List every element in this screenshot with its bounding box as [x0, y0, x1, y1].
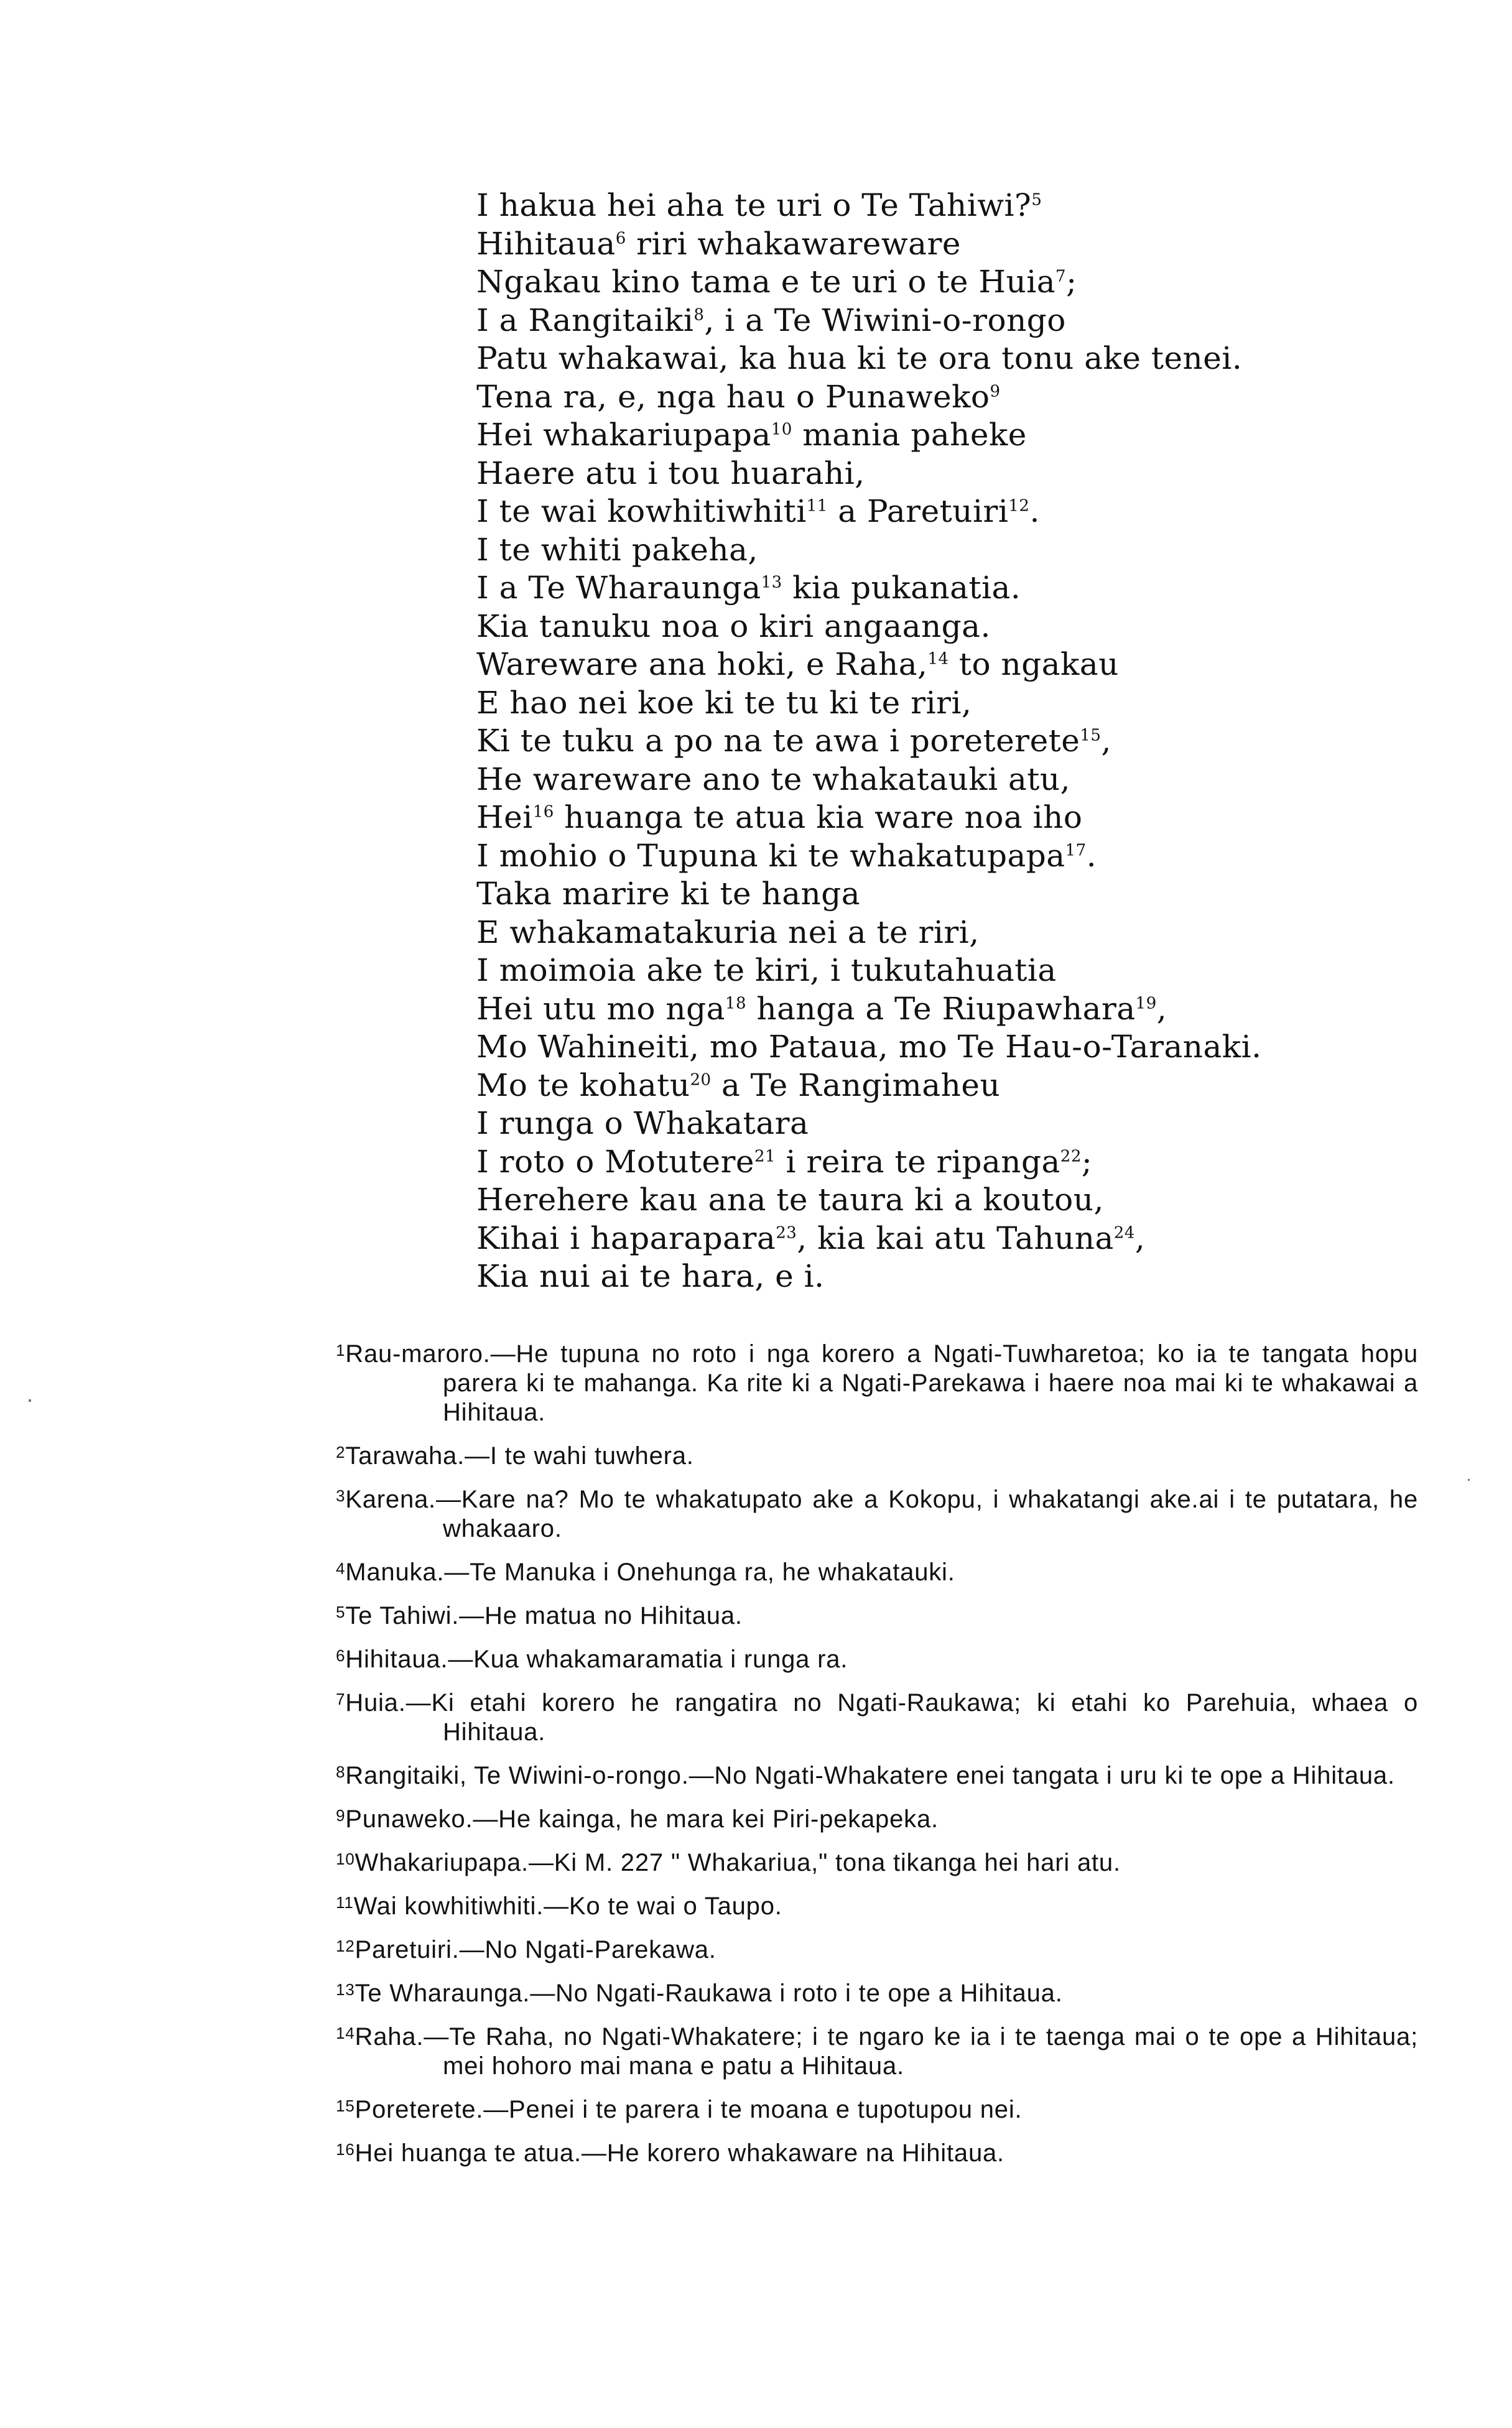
- footnote-body: [336, 1975, 1418, 2008]
- footnote-reference: 22: [1060, 1146, 1082, 1165]
- footnote-body: [336, 1845, 1418, 1878]
- poem-line: [476, 837, 1378, 876]
- footnote: [336, 1438, 1418, 1471]
- poem-text-segment: .: [1029, 493, 1040, 529]
- poem-text-segment: I mohio o Tupuna ki te whakatupapa: [476, 837, 1065, 874]
- footnote-text: Hihitaua.—Kua whakamaramatia i runga ra.: [345, 1646, 848, 1673]
- footnote-reference: 17: [1065, 840, 1087, 860]
- footnote-reference: 8: [693, 305, 705, 324]
- poem-line: [476, 608, 1378, 646]
- footnote-body: [336, 1554, 1418, 1587]
- poem-text-segment: a Paretuiri: [827, 493, 1009, 529]
- poem-text-segment: , kia kai atu Tahuna: [797, 1220, 1114, 1256]
- footnote-text: Karena.—Kare na? Mo te whakatupato ake a Kokopu, i whakatangi ake.ai i te putatara, he whakaaro.: [345, 1486, 1418, 1542]
- footnote-body: [336, 1801, 1418, 1834]
- footnote-body: [336, 1932, 1418, 1965]
- footnote-body: [336, 1438, 1418, 1471]
- poem-line: [476, 455, 1378, 493]
- footnote-text: Rangitaiki, Te Wiwini-o-rongo.—No Ngati-Whakatere enei tangata i uru ki te ope a Hihitaua.: [345, 1762, 1395, 1789]
- footnote-number: 5: [336, 1603, 346, 1621]
- poem-line: [476, 990, 1378, 1029]
- poem-text-segment: Taka marire ki te hanga: [476, 876, 861, 912]
- footnote: [336, 1975, 1418, 2008]
- poem-line: [476, 952, 1378, 990]
- poem-text-segment: I hakua hei aha te uri o Te Tahiwi?: [476, 187, 1032, 223]
- poem-line: [476, 187, 1378, 225]
- footnote-text: Wai kowhitiwhiti.—Ko te wai o Taupo.: [353, 1893, 782, 1920]
- poem-line: [476, 799, 1378, 837]
- poem-text-segment: E whakamatakuria nei a te riri,: [476, 914, 980, 950]
- footnote-number: 1: [336, 1341, 346, 1360]
- footnote-body: [336, 1336, 1418, 1427]
- footnote-body: [336, 1481, 1418, 1544]
- poem-line: [476, 1028, 1378, 1067]
- poem-text-segment: Wareware ana hoki, e Raha,: [476, 646, 928, 682]
- poem-line: [476, 263, 1378, 302]
- footnote-reference: 18: [725, 993, 746, 1012]
- footnote-reference: 5: [1031, 190, 1042, 210]
- footnote-reference: 10: [771, 420, 792, 439]
- poem-text-segment: Patu whakawai, ka hua ki te ora tonu ake tenei.: [476, 340, 1243, 376]
- footnote-body: [336, 1685, 1418, 1747]
- poem-text-segment: E hao nei koe ki te tu ki te riri,: [476, 684, 972, 721]
- footnote-number: 14: [336, 2024, 355, 2042]
- poem-text-segment: Kia tanuku noa o kiri angaanga.: [476, 608, 991, 644]
- footnote-text: Punaweko.—He kainga, he mara kei Piri-pekapeka.: [345, 1805, 939, 1833]
- poem-text-segment: Haere atu i tou huarahi,: [476, 455, 865, 491]
- footnote-body: [336, 2135, 1418, 2168]
- footnote: [336, 1336, 1418, 1427]
- footnote-number: 7: [336, 1690, 346, 1708]
- poem-line: [476, 1220, 1378, 1258]
- footnote: [336, 1758, 1418, 1791]
- footnote-number: 2: [336, 1443, 346, 1462]
- footnote: [336, 1801, 1418, 1834]
- poem-text-segment: Mo te kohatu: [476, 1067, 690, 1103]
- poem-line: [476, 1067, 1378, 1105]
- footnote-text: Te Wharaunga.—No Ngati-Raukawa i roto i te ope a Hihitaua.: [355, 1980, 1063, 2007]
- footnote-number: 3: [336, 1486, 346, 1505]
- footnote-body: [336, 2092, 1418, 2124]
- poem-line: [476, 493, 1378, 531]
- footnote-text: Huia.—Ki etahi korero he rangatira no Ngati-Raukawa; ki etahi ko Parehuia, whaea o Hihitaua.: [345, 1689, 1418, 1746]
- footnote-number: 9: [336, 1806, 346, 1825]
- poem-text-segment: mania paheke: [792, 417, 1027, 453]
- poem-text-segment: Kia nui ai te hara, e i.: [476, 1258, 825, 1294]
- footnote-number: 4: [336, 1559, 346, 1578]
- poem-text-segment: I roto o Motutere: [476, 1143, 755, 1180]
- poem-line: [476, 722, 1378, 761]
- poem-text-segment: Hei utu mo nga: [476, 990, 725, 1027]
- footnote: [336, 1932, 1418, 1965]
- footnote: [336, 1888, 1418, 1921]
- footnote-number: 16: [336, 2140, 355, 2159]
- poem-text-segment: Tena ra, e, nga hau o Punaweko: [476, 378, 990, 415]
- poem-line: [476, 1181, 1378, 1220]
- poem-text-segment: I te whiti pakeha,: [476, 531, 758, 568]
- footnote-body: [336, 2019, 1418, 2081]
- footnote-reference: 20: [690, 1070, 712, 1089]
- poem-text-segment: .: [1086, 837, 1097, 874]
- poem-line: [476, 1105, 1378, 1143]
- poem-text-segment: ;: [1081, 1143, 1093, 1180]
- footnote-reference: 16: [532, 802, 554, 822]
- poem-line: [476, 416, 1378, 455]
- scan-mark: [29, 1399, 31, 1402]
- poem-text-segment: , i a Te Wiwini-o-rongo: [704, 302, 1066, 338]
- poem-text-segment: Hei: [476, 799, 533, 835]
- footnote-reference: 7: [1055, 267, 1067, 286]
- footnote-text: Tarawaha.—I te wahi tuwhera.: [345, 1442, 694, 1470]
- poem-line: [476, 761, 1378, 799]
- poem-text-segment: Hei whakariupapa: [476, 417, 771, 453]
- footnote-reference: 9: [990, 381, 1001, 401]
- footnote: [336, 1554, 1418, 1587]
- scan-mark: [1468, 1479, 1470, 1481]
- footnote-reference: 21: [754, 1146, 776, 1165]
- footnote-text: Whakariupapa.—Ki M. 227 " Whakariua," tona tikanga hei hari atu.: [355, 1849, 1121, 1876]
- footnote-number: 6: [336, 1646, 346, 1665]
- poem-line: [476, 378, 1378, 417]
- poem-text-segment: Herehere kau ana te taura ki a koutou,: [476, 1182, 1104, 1218]
- footnote-text: Raha.—Te Raha, no Ngati-Whakatere; i te ngaro ke ia i te taenga mai o te ope a Hihitaua; mei hohoro mai mana e patu a Hihitaua.: [355, 2023, 1418, 2080]
- footnote-number: 8: [336, 1763, 346, 1781]
- footnote-reference: 6: [615, 228, 626, 248]
- poem-text-segment: I a Te Wharaunga: [476, 570, 761, 606]
- footnote-number: 12: [336, 1937, 355, 1955]
- poem-text-segment: to ngakau: [948, 646, 1119, 682]
- footnote: [336, 2135, 1418, 2168]
- footnotes: [336, 1336, 1418, 2179]
- poem-text-segment: I te wai kowhitiwhiti: [476, 493, 807, 529]
- poem-line: [476, 225, 1378, 264]
- poem-text-segment: I moimoia ake te kiri, i tukutahuatia: [476, 952, 1057, 988]
- poem-text-segment: riri whakawareware: [626, 225, 961, 262]
- footnote-reference: 24: [1113, 1223, 1135, 1242]
- poem-line: [476, 684, 1378, 723]
- poem-text-segment: Mo Wahineiti, mo Pataua, mo Te Hau-o-Taranaki.: [476, 1029, 1262, 1065]
- footnote: [336, 1845, 1418, 1878]
- footnote-number: 10: [336, 1850, 355, 1868]
- footnote-body: [336, 1598, 1418, 1631]
- footnote: [336, 2019, 1418, 2081]
- poem-line: [476, 531, 1378, 570]
- poem-line: [476, 302, 1378, 340]
- footnote-reference: 13: [761, 573, 782, 592]
- poem-line: [476, 569, 1378, 608]
- footnote: [336, 1598, 1418, 1631]
- footnote-text: Te Tahiwi.—He matua no Hihitaua.: [345, 1602, 743, 1629]
- poem-text: [476, 187, 1378, 1296]
- poem-text-segment: Ngakau kino tama e te uri o te Huia: [476, 264, 1056, 300]
- poem-text-segment: I runga o Whakatara: [476, 1105, 809, 1141]
- footnote-number: 15: [336, 2097, 355, 2115]
- footnote-body: [336, 1758, 1418, 1791]
- poem-line: [476, 646, 1378, 684]
- poem-text-segment: ,: [1101, 723, 1111, 759]
- poem-text-segment: hanga a Te Riupawhara: [746, 990, 1136, 1027]
- footnote-text: Hei huanga te atua.—He korero whakaware na Hihitaua.: [355, 2139, 1004, 2167]
- footnote-text: Paretuiri.—No Ngati-Parekawa.: [355, 1936, 717, 1963]
- footnote-number: 11: [336, 1893, 354, 1912]
- poem-line: [476, 1258, 1378, 1296]
- poem-text-segment: huanga te atua kia ware noa iho: [554, 799, 1083, 835]
- poem-text-segment: ,: [1134, 1220, 1146, 1256]
- poem-text-segment: Hihitaua: [476, 225, 616, 262]
- poem-line: [476, 914, 1378, 952]
- poem-line: [476, 875, 1378, 914]
- footnote-reference: 19: [1135, 993, 1157, 1012]
- footnote-text: Poreterete.—Penei i te parera i te moana e tupotupou nei.: [355, 2096, 1023, 2123]
- footnote-reference: 23: [776, 1223, 797, 1242]
- poem-text-segment: ;: [1066, 264, 1077, 300]
- footnote-body: [336, 1888, 1418, 1921]
- footnote: [336, 2092, 1418, 2124]
- footnote-reference: 12: [1008, 496, 1030, 516]
- poem-text-segment: He wareware ano te whakatauki atu,: [476, 761, 1070, 797]
- poem-line: [476, 340, 1378, 378]
- footnote-reference: 14: [927, 649, 949, 669]
- footnote-text: Rau-maroro.—He tupuna no roto i nga korero a Ngati-Tuwharetoa; ko ia te tangata hopu parera ki te mahanga. Ka rite ki a Ngati-Parekawa i haere noa mai ki te whakawai a Hihitaua.: [345, 1340, 1418, 1426]
- footnote-reference: 15: [1080, 726, 1102, 745]
- footnote-text: Manuka.—Te Manuka i Onehunga ra, he whakatauki.: [345, 1559, 955, 1586]
- poem-text-segment: ,: [1156, 990, 1167, 1027]
- poem-text-segment: Kihai i haparapara: [476, 1220, 776, 1256]
- footnote-number: 13: [336, 1980, 355, 1999]
- poem-text-segment: a Te Rangimaheu: [711, 1067, 1001, 1103]
- poem-text-segment: I a Rangitaiki: [476, 302, 694, 338]
- footnote-reference: 11: [806, 496, 828, 516]
- footnote: [336, 1685, 1418, 1747]
- poem-text-segment: kia pukanatia.: [782, 570, 1021, 606]
- footnote: [336, 1641, 1418, 1674]
- poem-text-segment: Ki te tuku a po na te awa i poreterete: [476, 723, 1080, 759]
- poem-line: [476, 1143, 1378, 1182]
- footnote: [336, 1481, 1418, 1544]
- footnote-body: [336, 1641, 1418, 1674]
- poem-text-segment: i reira te ripanga: [776, 1143, 1060, 1180]
